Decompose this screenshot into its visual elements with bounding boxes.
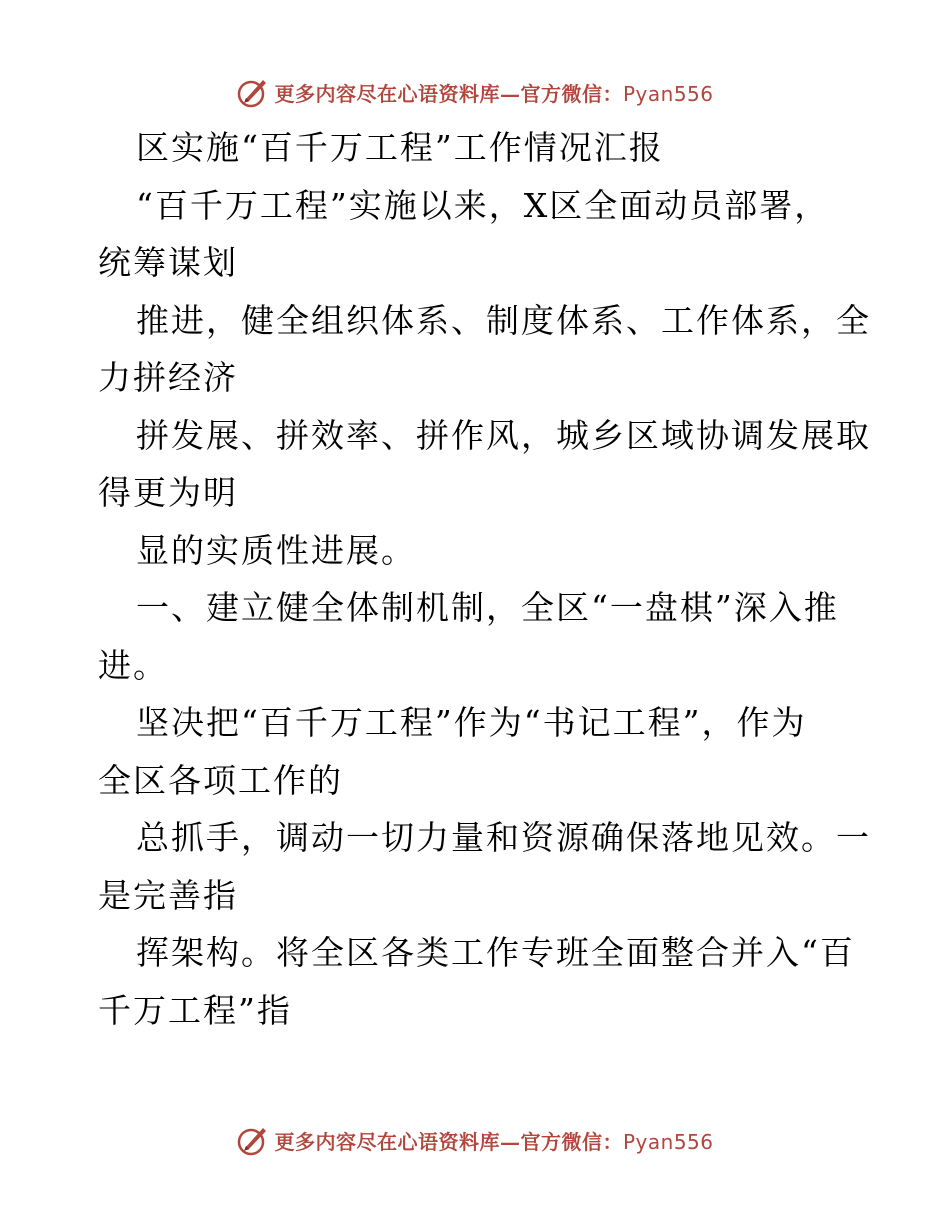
paragraph-line: “百千万工程”实施以来，X区全面动员部署， — [136, 185, 830, 225]
document-body — [98, 119, 871, 1039]
paragraph-line: 统筹谋划 — [98, 243, 238, 282]
document-title: 区实施“百千万工程”工作情况汇报 — [136, 128, 664, 167]
paragraph-line: 推进，健全组织体系、制度体系、工作体系，全 — [136, 300, 871, 340]
watermark-text: 更多内容尽在心语资料库—官方微信：Pyan556 — [274, 81, 714, 106]
header-watermark — [0, 72, 950, 112]
footer-watermark — [0, 1120, 950, 1160]
paragraph-line: 得更为明 — [98, 473, 238, 512]
paragraph-line: 千万工程”指 — [98, 990, 292, 1030]
watermark-text: 更多内容尽在心语资料库—官方微信：Pyan556 — [274, 1129, 714, 1154]
paragraph-line: 挥架构。将全区各类工作专班全面整合并入“百 — [136, 933, 855, 972]
section-heading: 一、建立健全体制机制，全区“一盘棋”深入推 — [136, 588, 839, 627]
paragraph-line: 全区各项工作的 — [98, 760, 343, 800]
paragraph-line: 是完善指 — [98, 875, 238, 915]
paragraph-line: 力拼经济 — [98, 358, 238, 397]
paragraph-line: 显的实质性进展。 — [136, 530, 416, 570]
quill-pen-logo-icon — [236, 1123, 270, 1157]
paragraph-line: 总抓手，调动一切力量和资源确保落地见效。一 — [136, 818, 871, 857]
paragraph-line: 拼发展、拼效率、拼作风，城乡区域协调发展取 — [136, 415, 871, 455]
quill-pen-logo-icon — [236, 75, 270, 109]
paragraph-line: 坚决把“百千万工程”作为“书记工程”，作为 — [136, 703, 807, 742]
section-heading: 进。 — [98, 645, 168, 685]
